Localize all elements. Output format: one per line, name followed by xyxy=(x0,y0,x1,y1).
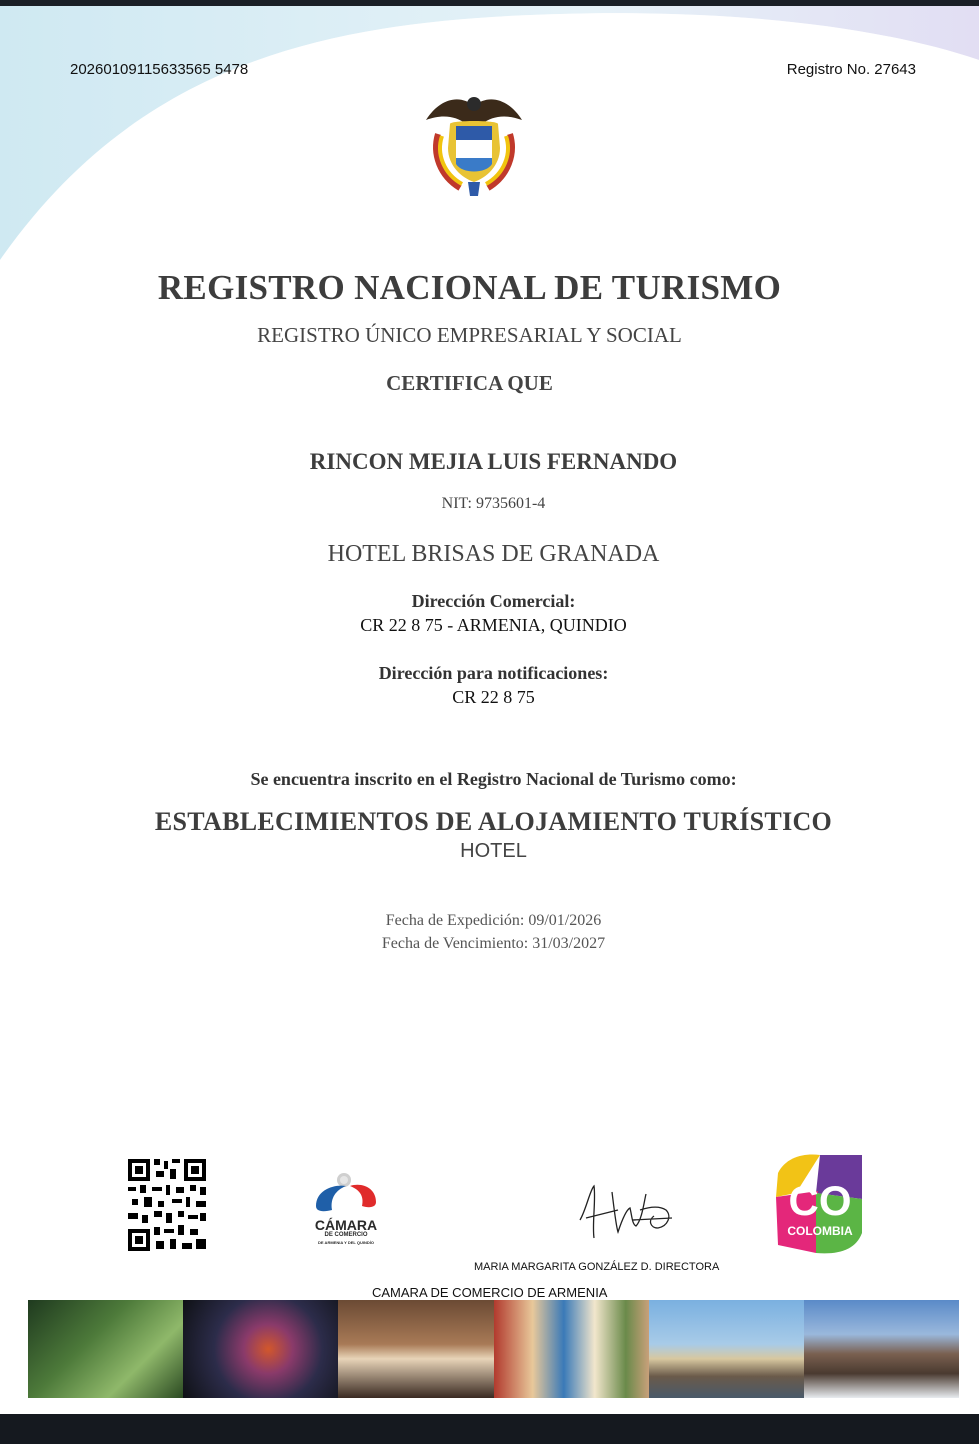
camara-logo-icon xyxy=(306,1172,386,1220)
registration-intro: Se encuentra inscrito en el Registro Nacional de Turismo como: xyxy=(250,769,737,789)
photo-strip xyxy=(28,1300,959,1398)
certifica-heading: CERTIFICA QUE xyxy=(386,371,553,395)
commercial-address-value: CR 22 8 75 - ARMENIA, QUINDIO xyxy=(360,615,627,635)
document-code: 20260109115633565 5478 xyxy=(70,61,249,78)
co-logo-big-text: CO xyxy=(788,1177,852,1224)
camara-name: CAMARA DE COMERCIO DE ARMENIA xyxy=(372,1285,608,1300)
photo-street xyxy=(494,1300,649,1398)
holder-nit: NIT: 9735601-4 xyxy=(441,495,546,512)
notification-address-value: CR 22 8 75 xyxy=(452,687,535,707)
document-subtitle: REGISTRO ÚNICO EMPRESARIAL Y SOCIAL xyxy=(257,323,682,347)
holder-name: RINCON MEJIA LUIS FERNANDO xyxy=(309,449,678,474)
bottom-bar xyxy=(0,1414,979,1444)
notification-address-label: Dirección para notificaciones: xyxy=(378,663,609,683)
registration-subcategory: HOTEL xyxy=(460,840,527,862)
photo-condor xyxy=(183,1300,338,1398)
photo-forest xyxy=(28,1300,183,1398)
camara-logo-sub2: DE ARMENIA Y DEL QUINDÍO xyxy=(318,1240,374,1245)
coat-of-arms-icon xyxy=(420,84,528,200)
issue-date: Fecha de Expedición: 09/01/2026 xyxy=(385,912,602,929)
registro-number: Registro No. 27643 xyxy=(786,61,916,78)
signer-name: MARIA MARGARITA GONZÁLEZ D. DIRECTORA xyxy=(474,1261,720,1273)
registration-category: ESTABLECIMIENTOS DE ALOJAMIENTO TURÍSTICO xyxy=(154,807,833,836)
camara-comercio-logo xyxy=(306,1172,386,1252)
colombia-co-logo-icon xyxy=(776,1153,864,1257)
establishment-name: HOTEL BRISAS DE GRANADA xyxy=(327,541,660,567)
expiry-date: Fecha de Vencimiento: 31/03/2027 xyxy=(381,935,606,952)
qr-code-icon xyxy=(126,1157,208,1253)
camara-logo-sub1: DE COMERCIO xyxy=(324,1232,368,1238)
photo-rock xyxy=(804,1300,959,1398)
camara-logo-text: CÁMARA xyxy=(314,1217,378,1233)
co-logo-small-text: COLOMBIA xyxy=(787,1224,853,1238)
photo-musicians xyxy=(338,1300,493,1398)
signature-icon xyxy=(572,1180,682,1244)
commercial-address-label: Dirección Comercial: xyxy=(411,591,576,611)
camara-logo-subtext xyxy=(306,1232,386,1246)
document-title: REGISTRO NACIONAL DE TURISMO xyxy=(157,268,782,307)
photo-cathedral xyxy=(649,1300,804,1398)
